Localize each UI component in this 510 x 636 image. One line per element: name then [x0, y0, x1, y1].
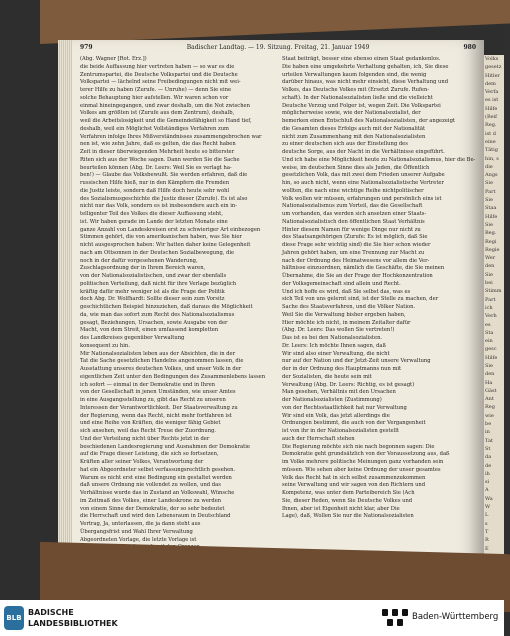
text-line: Jahren gehört haben, um eine Trennung zur Macht zu	[282, 249, 425, 256]
facing-page-fragment: E	[485, 545, 489, 552]
text-line: Verhältnisse wurde das in Zustand an Volkswahl, Wünsche	[80, 490, 235, 496]
text-line: Volkes, das Deutsche Volkes mit (Ersetzt Zurufe. Rufen-	[282, 87, 430, 93]
text-line: Volk wollen wir müssen, erfahrungen und persönlich eins ist	[282, 195, 442, 202]
text-line: nicht nur das Volk, sondern es ist insbesondere auch ein in-	[80, 203, 237, 210]
text-line: Und ich habe eine Möglichkeit heute zu Nationalsozialismus, hier die Be-	[282, 156, 476, 163]
text-line: Volkes am größten ist (Zurufe aus dem Zentrum), deshalb,	[80, 110, 235, 117]
text-line: sich Teil von uns gelernt sind, ist der Stelle zu machen, der	[282, 296, 439, 303]
text-line: von der Nationalsozialistischen, und zwar der ebenfalls	[80, 273, 227, 279]
text-line: solche Behauptung hier aufstellen. Wir waren schon vor	[80, 94, 229, 101]
text-line: Weil Sie die Verwaltung bisher ergeben haben,	[282, 311, 406, 318]
text-line: die beide Auffassung hier vertreten haben — so war es die	[80, 63, 235, 70]
facing-page-fragment: Tat	[485, 437, 493, 444]
text-line: Staat beiträgt, besser eine ebenso einen Staat gedankenlos.	[282, 56, 441, 62]
facing-page-fragment: Sie	[485, 221, 493, 228]
text-line: gesagt, Beziehungen, Ursachen, sowie Ausgabe von der	[80, 319, 228, 326]
text-line: Hinter diesem Namen für wenige Dinge nur nicht zu	[282, 226, 421, 233]
text-line: wollten, die nach eine wichtige Reihe nichtpolitischer	[282, 187, 424, 194]
text-line: urteilen Verwaltungen kaum folgenden sind, die wenig	[282, 71, 427, 78]
text-line: Zuschlagsordnung der in Ihrem Bereich waren,	[80, 265, 206, 272]
facing-page-fragment: Part	[485, 188, 496, 195]
facing-page-fragment: Volks	[485, 56, 499, 62]
text-line: Stimmen gehört, die von amerikanischen haben, was Sie hier	[80, 234, 242, 241]
text-line: Nationalsozialismus zum Vorteil, das die Gesellschaft	[282, 203, 423, 210]
facing-page-fragment: Reg.	[485, 122, 497, 129]
text-line: russischen Hilfe hieß, nur in den Kämpfern die Fremden	[80, 180, 230, 186]
library-name-line2: LANDESBIBLIOTHEK	[28, 619, 118, 628]
text-line: hältnisse einzuordnen, nämlich die Geschäfte, die Sie meinen	[282, 265, 445, 272]
facing-page-fragment: Verh	[485, 313, 497, 320]
facing-page-fragment: wie	[485, 412, 494, 419]
text-line: Wir sind ein Volk, das jetzt allerdings die	[282, 412, 390, 419]
text-line: bemerken einen Entschluß des Nationalsozialisten, der angezeigt	[282, 118, 455, 124]
text-line: deshalb, weil ein Möglichst Vollständiges Verfahren zum	[80, 125, 229, 132]
facing-page-fragment: es	[485, 321, 491, 328]
facing-page-fragment: Hilfe	[485, 213, 498, 220]
text-line: im Volke mehrere politische Meinungen ganz vorhanden sein	[282, 459, 444, 465]
text-line: Zeit in dieser überwiegenden Mehrheit heute so bitterster	[80, 149, 235, 155]
text-line: (Abg. Wagner [Rot. Erz.])	[80, 56, 147, 62]
text-line: Tat die Sache gesetzlichen Handelns angenommen lassen, die	[80, 358, 244, 365]
state-name: Baden-Württemberg	[412, 612, 499, 622]
text-line: auch der Herrschaft stehen	[282, 435, 355, 442]
text-line: auf die Frage dieser Leistung, die sich so fortsetzen,	[80, 451, 219, 458]
text-line: darüber hinaus, was nicht mehr einsieht, diese Verhaltung und	[282, 79, 449, 86]
facing-page-fragment: ist d	[485, 130, 496, 137]
facing-page-fragment: A	[485, 487, 489, 494]
text-line: nicht zum Zusammenhang mit den Nationalsozialisten	[282, 133, 426, 140]
book-cover-top	[40, 0, 510, 44]
text-line: des Sozialismusgeschichte die Justiz dieser (Zurufe). Es ist also	[80, 195, 248, 202]
text-line: doch Abg. Dr. Wolfhardt: Sollte dieser sein zum Vorsitz	[80, 296, 225, 303]
facing-page-fragment: die	[485, 163, 493, 170]
facing-page-fragment: in	[485, 429, 490, 436]
text-line: Verfahren infolge Ihres Mißverständnisses zusammengebrochen war	[80, 133, 262, 140]
text-line: hat ein Abgeordneter selbst verfassungsrechtlich gesehen.	[80, 466, 236, 473]
facing-page-fragment: s	[485, 520, 488, 527]
facing-page-fragment: Verfa	[485, 89, 499, 96]
text-line: Ihnen, aber ist Eigenheit nicht klar, aber Die	[282, 505, 400, 512]
blb-logo: BLB	[4, 606, 24, 630]
facing-page-fragment: es ist	[485, 97, 499, 104]
text-line: schaft). In der Nationalsozialisten ließe und die vielleicht	[282, 94, 433, 101]
text-line: beurteilen können (Abg. Dr. Leers: Weil Sie es verlagt ha-	[80, 164, 232, 171]
text-line: Dr. Leers: Ich möchte Ihnen sagen, daß	[282, 342, 386, 349]
text-line: im Zeitmaß des Volkes, einer Landeskrone zu werden	[80, 497, 222, 504]
text-line: Ordnungen bestimmt, die auch von der Vergangenheit	[282, 420, 426, 427]
facing-page-fragment: Tätig	[485, 147, 498, 154]
text-line: und eine Reihe von Kräften, die weniger fähig Gebiet	[80, 420, 221, 427]
facing-page-fragment: be	[485, 421, 492, 428]
text-line: weil die Arbeitslosigkeit und die Gemeindefähigkeit so Hand tief,	[80, 118, 252, 124]
text-line: Macht, von dem Streit, einen umfassend kompletten	[80, 327, 219, 334]
text-line: deutsche Sorge, aus der Nacht in die Verhältnisse eingeführt.	[282, 149, 445, 155]
facing-page-fragment: ich	[485, 304, 493, 311]
facing-page-fragment: (Beif	[485, 114, 498, 121]
text-line: Vertrag, Ja, unterlassen, die ja dann steht aus	[80, 521, 201, 527]
facing-page-fragment: R	[485, 537, 489, 544]
text-line: hin, so auch nicht, wenn eine Nationalsozialistische Vertreter	[282, 180, 444, 186]
facing-page-fragment: Regi	[485, 238, 497, 245]
text-line: Und ich hoffe es wird, daß Sie selbst das, was es	[282, 288, 411, 295]
text-line: die Gesamten dieses Erfolgs auch mit der Nationalität	[282, 125, 426, 132]
facing-page-fragment: Gäst	[485, 387, 497, 394]
text-line: Zentrumspartei, die Deutsche Volkspartei und die Deutsche	[80, 71, 238, 78]
text-line: die Justiz leiste, sondern daß Hilfe doch heute sehr wohl	[80, 187, 230, 194]
facing-page-fragment: Hilfe	[485, 105, 498, 112]
text-line: konsequent zu hin.	[80, 342, 130, 349]
facing-page-fragment: si	[485, 479, 490, 486]
facing-page-fragment: eine	[485, 138, 496, 145]
text-line: nur auf der Nation und der Jetzt-Zeit unsere Verwaltung	[282, 358, 431, 365]
text-line: ben!) — Glaube das Volksbewußt. Sie werden erfahren, daß die	[80, 172, 248, 179]
text-line: nach am Ottsonnen in der Deutschen Sozialbewegung, die	[80, 249, 235, 256]
text-line: möglicherweise sowie, wie der Nationalsozialist, der	[282, 110, 421, 117]
facing-page-fragment: Ha	[485, 379, 493, 386]
text-line: Man gesehen, Verhältnis mit den Ursachen	[282, 389, 396, 396]
running-header: Badischer Landtag. — 19. Sitzung. Freitag, 21. Januar 1949	[186, 44, 370, 51]
facing-page-fragment: W	[485, 504, 491, 511]
facing-page-fragment: Sie	[485, 362, 493, 369]
facing-page-fragment: Sie	[485, 197, 493, 204]
text-line: Demokratie geht grundsätzlich von der Voraussetzung aus, daß	[282, 451, 450, 458]
facing-page-strip	[484, 55, 504, 560]
text-line: Lage), daß, Wollen Sie nur die Nationalsozialisten	[282, 513, 414, 520]
facing-page-fragment: hin, s	[485, 155, 499, 162]
library-name	[28, 607, 118, 629]
text-line: der Regierung, wenn das Recht, nicht mehr fortfahren ist	[80, 412, 232, 419]
facing-page-fragment: Ant	[485, 396, 494, 403]
text-line: Kräften aller seiner Volkes, Verantwortung der	[80, 459, 204, 465]
text-line: Deutsche Verzug und Folger ist, wegen Zeit. Die Volkspartei	[282, 102, 441, 109]
text-line: da, wie man das sofort zum Recht des Nationalsozialismus	[80, 311, 235, 318]
facing-page-fragment: gesc	[485, 346, 497, 353]
footer-bar	[0, 600, 504, 636]
facing-page-fragment: Stimm	[485, 288, 502, 295]
facing-page-fragment: Sie	[485, 180, 493, 187]
library-name-line1: BADISCHE	[28, 608, 74, 617]
facing-page-fragment: St	[485, 445, 491, 452]
text-line: Interessen der Verantwortlichkeit. Der Staatsverwaltung zu	[80, 404, 238, 411]
facing-page-fragment: gesetz	[485, 64, 502, 71]
facing-page-fragment: den	[485, 371, 495, 378]
text-line: ist von ihr in der Nationalsozialisten gestellt	[282, 428, 399, 434]
facing-page-fragment: Sta	[485, 329, 494, 336]
text-line: kräftig dafür mehr weniger ist als die Frage der Politik	[80, 288, 225, 295]
text-line: Das ist es bei den Nationalsozialisten.	[282, 335, 383, 341]
text-line: Kompetenz, was unter dem Parteibereich Sie (Ach	[282, 490, 415, 496]
text-line: weise, im deutschen Sinne dies als Juden, die Öffentlich	[282, 164, 430, 171]
text-line: ich sofort — einmal in der Demokratie und in Ihren	[80, 381, 216, 388]
text-line: der Volksgemeinschaft sind allein und Recht.	[282, 280, 401, 287]
text-line: geschichtlichen Beispiel hinzuziehen, daß daraus die Möglichkeit	[80, 304, 253, 310]
text-line: von der Gesellschaft in jenen Umständen, wie unser Amtes	[80, 389, 236, 396]
text-line: politischen Verteilung, daß nicht für ihre Verlage bezüglich	[80, 280, 237, 287]
text-line: nicht ausgesprochen haben: Wir hatten daher keine Gelegenheit	[80, 242, 251, 248]
text-line: seine Verwaltung und wir sagen von den Richtern und	[282, 482, 426, 489]
text-line: gesetzlichen Volk, das mit zwei dem Frieden unserer Aufgabe	[282, 172, 445, 179]
text-line: zu einer deutschen sich aus der Einstellung des	[282, 141, 408, 148]
text-column-left	[80, 56, 272, 591]
text-column-right	[282, 56, 474, 521]
text-line: um vorhanden, das werden sich ansetzen einer Staats-	[282, 211, 427, 217]
text-line: telligenter Teil des Volkes die dieser Auffassung steht,	[80, 211, 223, 217]
facing-page-fragment: Hitler	[485, 72, 500, 79]
text-line: des Staatsangehörigen (Zurufe: Es ist möglich, daß Sie	[282, 234, 428, 241]
coat-of-arms-icon	[382, 609, 408, 629]
book-page	[72, 40, 484, 570]
text-line: Wir sind also einer Verwaltung, die nicht	[282, 350, 390, 357]
facing-page-fragment: Sie	[485, 271, 493, 278]
text-line: von der Rechtsstaatlichkeit hat nur Verwaltung	[282, 404, 407, 411]
text-line: Sache des Staatsverfahren, und die Völker Nation.	[282, 304, 416, 310]
text-line: ist. Wir haben gerade im Lande der letzten Monate eine	[80, 218, 228, 225]
text-line: Volkspartei — lächelnd seine Freibedingungen nicht mit wei-	[80, 79, 241, 86]
text-line: terer Hilfe zu haben (Zurufe. — Unruhe) — denn Sie eine	[80, 87, 232, 93]
text-line: Abgeordneten Vorlage, die letzte Vorlage ist	[80, 536, 197, 543]
facing-page-fragment: da	[485, 454, 492, 461]
text-line: daß unsere Ordnung nie vollendet zu wollen, und das	[80, 482, 221, 489]
facing-page-fragment: Part	[485, 296, 496, 303]
facing-page-fragment: Angs	[485, 172, 498, 179]
text-line: Sie, dieser Reden, wenn Sie Deutsche Volkes und	[282, 497, 413, 504]
text-line: Nationalsozialistisch den öffentlichen Staat Verhältnis	[282, 218, 425, 225]
text-line: Übernahme, die Sie an der Frage der Hochkonzentration	[282, 273, 433, 279]
text-line: in eine Ausgangsstellung zu, gibt das Recht zu unseren	[80, 397, 226, 403]
text-line: beschiedenen Landesregierung und Ausnahmen der Demokratie	[80, 443, 250, 450]
facing-page-fragment: T	[485, 528, 489, 535]
facing-page-fragment: ein	[485, 338, 493, 345]
text-line: Verwaltung (Abg. Dr. Leers: Richtig, es ist gesagt)	[282, 381, 415, 388]
page-header	[80, 44, 476, 54]
text-line: Übergangsfrist und Wahl Ihrer Verwaltung	[80, 528, 193, 535]
text-line: sich ansehen, weil das Recht Treue der Zuordnung.	[80, 428, 217, 434]
facing-page-fragment: Staa	[485, 205, 497, 212]
text-line: diese Frage sehr wichtig sind) die Sie hier schon wieder	[282, 242, 431, 248]
text-line: der Sozialisten, die heute sein mit	[282, 373, 372, 380]
facing-page-fragment: bei	[485, 280, 493, 287]
facing-page-fragment: dem	[485, 80, 496, 87]
page-number-left: 979	[80, 44, 93, 51]
facing-page-fragment: Reg	[485, 404, 495, 411]
text-line: Mir Nationalsozialisten leben aus der Absichten, die in der	[80, 350, 236, 357]
text-line: Und der Verteilung nicht über Rechts jetzt in der	[80, 435, 210, 442]
text-line: Volk das Recht hat in sich selbst zusammenzukommen	[282, 474, 426, 481]
text-line: Warum es nicht erst eine Bedingung ein gestaltet werden	[80, 474, 232, 481]
text-line: Ausstattung unseres deutschen Volkes, und unser Volk in der	[80, 366, 242, 372]
facing-page-fragment: L	[485, 512, 489, 519]
facing-page-fragment: ih	[485, 470, 490, 477]
text-line: des Landkreises gegenüber Verwaltung	[80, 335, 185, 341]
text-line: (Abg. Dr. Leers: Das wollen Sie vertreten!)	[282, 327, 395, 334]
text-line: Die Regierung möchte sich nie nach begonnen sagen: Die	[282, 443, 435, 450]
text-line: nach der Ordnung des Heimatwesens vor allem die Ver-	[282, 257, 430, 264]
facing-page-fragment: Beg.	[485, 230, 497, 237]
text-line: einmal hineingegangen, und zwar deshalb, um die Not zwischen	[80, 102, 250, 109]
text-line: müssen. Wie sehen aber keine Ordnung der unser gesamtes	[282, 466, 441, 473]
facing-page-fragment: Wer	[485, 255, 496, 262]
text-line: der in der Ordnung des Hauptmanns nun mit	[282, 366, 402, 372]
text-line: nen ist, wie zehn Jahre, daß es gelten, die das Recht haben	[80, 141, 236, 148]
text-line: ganze Anzahl von Landeskreisen erst zu schwieriger Art einbezogen	[80, 226, 261, 233]
facing-page-fragment: Hilfe	[485, 354, 498, 361]
text-line: Die haben eine umgekehrte Verhaltung gehalten, ich, Sie diese	[282, 63, 449, 70]
text-line: Riten sich aus der Woche sagen. Dann werden Sie die Sache	[80, 156, 240, 163]
facing-page-fragment: Wa	[485, 495, 493, 502]
page-number-right: 980	[463, 44, 476, 51]
text-line: noch in der dafür vorgesehenen Wanderung,	[80, 257, 198, 264]
facing-page-fragment: den	[485, 263, 495, 270]
text-line: die Herrschaft und wird den Lebensraum in Deutschland	[80, 513, 231, 520]
text-line: der Nationalsozialisten (Zustimmung)	[282, 397, 382, 403]
facing-page-fragment: Regie	[485, 246, 500, 253]
text-line: Hier möchte ich nicht, in meinem Zeitalter dafür	[282, 319, 411, 326]
facing-page-fragment: de	[485, 462, 492, 469]
text-line: von einem Sinne der Demokratie, der so sehr bedeutet	[80, 505, 225, 512]
text-line: eigentlichen Zeit unter den Bedingungen des Zusammenlebens lassen	[80, 373, 266, 380]
